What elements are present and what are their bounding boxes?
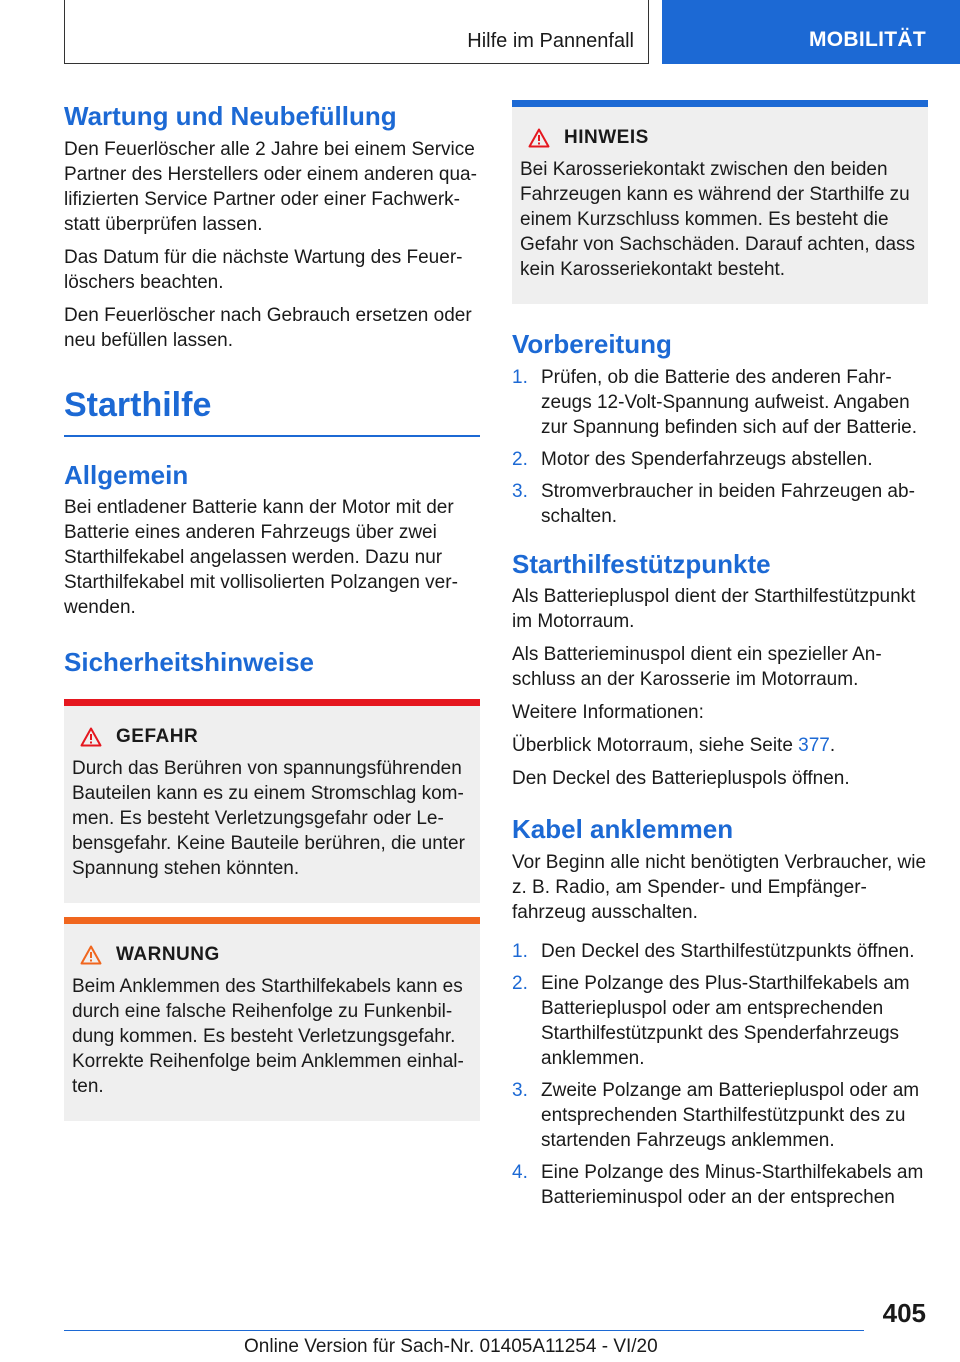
- wartung-heading: Wartung und Neubefüllung: [64, 101, 397, 131]
- warning-triangle-icon: [80, 727, 102, 747]
- gefahr-title: GEFAHR: [116, 725, 199, 747]
- list-item: 3. Stromverbraucher in beiden Fahrzeugen abschalten.: [512, 480, 915, 527]
- stuetzpunkte-paragraph-4: Den Deckel des Batteriepluspols öffnen.: [512, 768, 850, 789]
- header-section-box: [64, 0, 649, 64]
- warnung-text: Beim Anklemmen des Starthilfekabels kann es durch eine falsche Reihenfolge zu Funkenbildung kommen. Es besteht Verletzungsgefahr. Korrekte Reihenfolge beim Anklemmen einhalten.: [72, 975, 464, 1097]
- stuetzpunkte-paragraph-3: Weitere Informationen:: [512, 702, 704, 723]
- warnung-box: [64, 917, 480, 1121]
- footer-online-version: Online Version für Sach-Nr. 01405A11254 - VI/20: [244, 1336, 658, 1357]
- kabel-paragraph: Vor Beginn alle nicht benötigten Verbraucher, wie z. B. Radio, am Spender- und Empfängerfahrzeug ausschalten.: [512, 851, 927, 923]
- stuetzpunkte-heading: Starthilfestützpunkte: [512, 548, 771, 579]
- wartung-paragraph-3: Den Feuerlöscher nach Gebrauch ersetzen oder neu befüllen lassen.: [64, 304, 472, 351]
- hinweis-title-row: [528, 127, 920, 149]
- kabel-list: [512, 939, 928, 1210]
- vorbereitung-list: [512, 365, 928, 529]
- vorbereitung-heading: Vorbereitung: [512, 329, 672, 359]
- wartung-paragraph-2: Das Datum für die nächste Wartung des Feuerlöschers beachten.: [64, 246, 463, 293]
- list-item: 4. Eine Polzange des Minus-Starthilfekabels am Batterieminuspol oder an der entsprechen: [512, 1161, 924, 1208]
- hinweis-title: HINWEIS: [564, 127, 649, 148]
- cross-reference: Überblick Motorraum, siehe Seite 377.: [512, 735, 836, 756]
- hinweis-text: Bei Karosseriekontakt zwischen den beiden Fahrzeugen kann es während der Starthilfe zu einem Kurzschluss kommen. Es besteht die Gefahr von Sachschäden. Darauf achten, dass kein Karosseriekontakt besteht.: [520, 159, 916, 280]
- starthilfe-heading: Starthilfe: [64, 383, 480, 437]
- gefahr-box: [64, 699, 480, 903]
- right-column: [512, 100, 928, 1217]
- left-column: [64, 100, 480, 1121]
- warnung-title-row: [80, 944, 472, 966]
- list-item: 1. Den Deckel des Starthilfestützpunkts öffnen.: [512, 940, 915, 962]
- kabel-heading: Kabel anklemmen: [512, 814, 734, 844]
- page-link[interactable]: 377: [798, 735, 830, 756]
- list-item: 2. Motor des Spenderfahrzeugs abstellen.: [512, 448, 873, 470]
- allgemein-paragraph: Bei entladener Batterie kann der Motor mit der Batterie eines anderen Fahrzeugs über zwei Starthilfekabel angelassen werden. Dazu nur Starthilfekabel mit vollisolierten Polzangen verwenden.: [64, 497, 458, 619]
- gefahr-title-row: [80, 726, 472, 748]
- page-number: 405: [882, 1298, 926, 1328]
- allgemein-heading: Allgemein: [64, 459, 189, 490]
- section-title: Hilfe im Pannenfall: [467, 30, 634, 52]
- wartung-paragraph-1: Den Feuerlöscher alle 2 Jahre bei einem Service Partner des Herstellers oder einem anderen qualifizierten Service Partner oder einer Fachwerkstatt überprüfen lassen.: [64, 138, 477, 235]
- hinweis-box: [512, 100, 928, 304]
- list-item: 1. Prüfen, ob die Batterie des anderen Fahrzeugs 12-Volt-Spannung aufweist. Angaben zur Spannung befinden sich auf der Batterie.: [512, 366, 918, 438]
- stuetzpunkte-paragraph-1: Als Batteriepluspol dient der Starthilfestützpunkt im Motorraum.: [512, 586, 916, 632]
- footer-divider: [64, 1330, 864, 1331]
- chapter-title: MOBILITÄT: [808, 28, 926, 51]
- warning-triangle-icon: [80, 945, 102, 965]
- gefahr-text: Durch das Berühren von spannungsführenden Bauteilen kann es zu einem Stromschlag kommen. Es besteht Verletzungsgefahr oder Lebensgefahr. Keine Bauteile berühren, die unter Spannung stehen könnten.: [72, 757, 465, 879]
- stuetzpunkte-paragraph-2: Als Batterieminuspol dient ein spezieller Anschluss an der Karosserie im Motorraum.: [512, 644, 882, 690]
- list-item: 2. Eine Polzange des Plus-Starthilfekabels am Batteriepluspol oder am entsprechenden Starthilfestützpunkt des Spenderfahrzeugs anklemmen.: [512, 972, 910, 1069]
- warning-triangle-icon: [528, 128, 550, 148]
- sicherheit-heading: Sicherheitshinweise: [64, 647, 314, 678]
- chapter-tab: [662, 0, 960, 64]
- warnung-title: WARNUNG: [116, 943, 220, 965]
- list-item: 3. Zweite Polzange am Batteriepluspol oder am entsprechenden Starthilfestützpunkt des zu startenden Fahrzeugs anklemmen.: [512, 1079, 920, 1151]
